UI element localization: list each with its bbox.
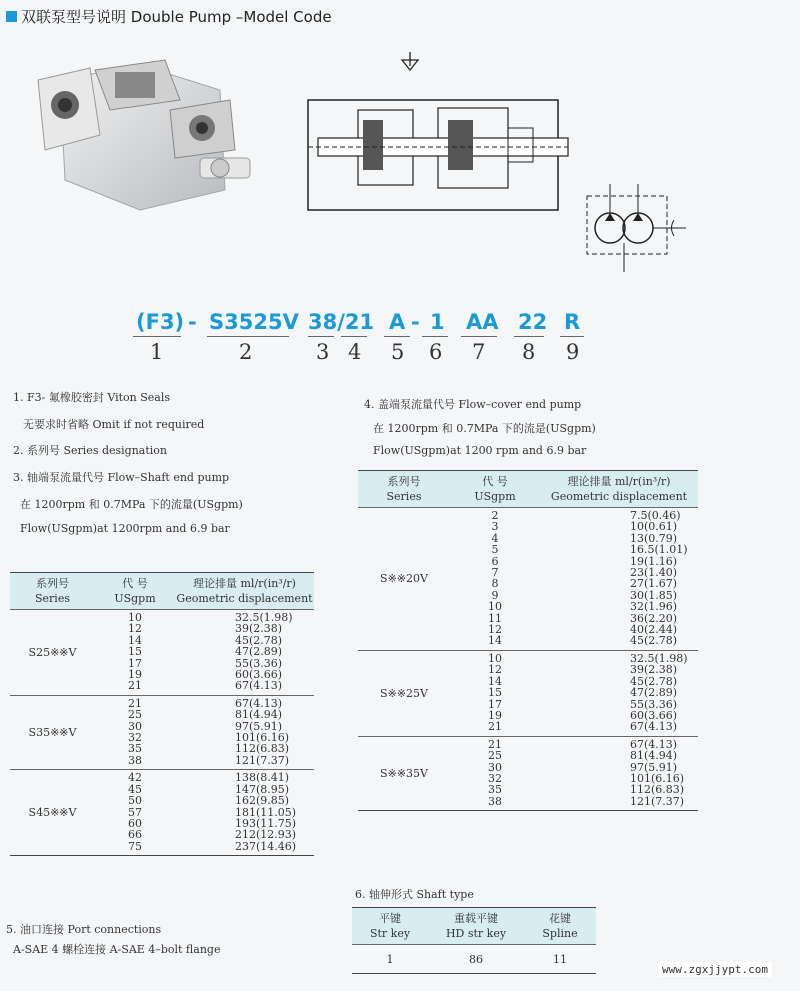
series-cell: S25※※V <box>10 610 95 696</box>
spline-value: 11 <box>524 945 596 974</box>
table-header-row <box>10 573 314 610</box>
codes-cell: 42 45 50 57 60 66 75 <box>95 770 175 856</box>
series-cell: S※※35V <box>358 736 450 810</box>
pump-cross-section <box>298 48 578 218</box>
series-cell: S※※25V <box>358 650 450 736</box>
header-str-key-cn: 平键 <box>379 912 401 925</box>
header-code <box>95 573 175 610</box>
table-row <box>10 695 314 769</box>
code-number-3: 3 <box>316 340 330 364</box>
header-code-en: USgpm <box>114 592 156 605</box>
note-3: 3. 轴端泵流量代号 Flow–Shaft end pump <box>13 471 230 484</box>
code-underline-5 <box>384 336 410 337</box>
note-5-flange: A-SAE 4 螺栓连接 A-SAE 4–bolt flange <box>13 943 221 956</box>
disp-cell: 67(4.13) 81(4.94) 97(5.91) 101(6.16) 112(6.83) 121(7.37) <box>540 736 698 810</box>
header-spline-cn: 花键 <box>549 912 571 925</box>
table-row <box>358 650 698 736</box>
header-spline <box>524 908 596 945</box>
table-row <box>10 610 314 696</box>
code-number-9: 9 <box>566 340 580 364</box>
code-underline-9 <box>560 336 584 337</box>
disp-cell: 138(8.41) 147(8.95) 162(9.85) 181(11.05) 193(11.75) 212(12.93) 237(14.46) <box>175 770 314 856</box>
note-2: 2. 系列号 Series designation <box>13 444 168 457</box>
shaft-type-title: 6. 轴伸形式 Shaft type <box>355 888 474 901</box>
disp-cell: 32.5(1.98) 39(2.38) 45(2.78) 47(2.89) 55(3.36) 60(3.66) 67(4.13) <box>175 610 314 696</box>
table-header-row <box>358 471 698 508</box>
table-row <box>352 945 596 974</box>
header-code-en: USgpm <box>474 490 516 503</box>
codes-cell: 2 3 4 5 6 7 8 9 10 11 12 14 <box>450 508 540 651</box>
header-code-cn: 代 号 <box>122 577 148 590</box>
header-marker <box>6 11 17 22</box>
series-cell: S※※20V <box>358 508 450 651</box>
hydraulic-symbol <box>582 176 692 276</box>
note-4-en: Flow(USgpm)at 1200 rpm and 6.9 bar <box>373 444 587 457</box>
code-underline-4 <box>341 336 367 337</box>
header-str-key-en: Str key <box>369 927 411 940</box>
header-disp-en: Geometric displacement <box>176 592 313 605</box>
header-series-en: Series <box>35 592 70 605</box>
header-hd-str-key-cn: 重载平键 <box>454 912 498 925</box>
note-4: 4. 盖端泵流量代号 Flow–cover end pump <box>364 398 582 411</box>
code-number-1: 1 <box>150 340 164 364</box>
code-number-6: 6 <box>429 340 443 364</box>
header-spline-en: Spline <box>542 927 578 940</box>
code-part-8: 22 <box>518 310 548 334</box>
table-header-row <box>352 908 596 945</box>
codes-cell: 10 12 14 15 17 19 21 <box>95 610 175 696</box>
header-hd-str-key <box>428 908 524 945</box>
table-row <box>10 770 314 856</box>
codes-cell: 21 25 30 32 35 38 <box>95 695 175 769</box>
header-disp <box>175 573 314 610</box>
header-disp-en: Geometric displacement <box>550 490 688 503</box>
header-disp <box>540 471 698 508</box>
note-1-omit: 无要求时省略 Omit if not required <box>23 418 205 431</box>
header-series <box>358 471 450 508</box>
header-disp-cn: 理论排量 ml/r(in³/r) <box>193 577 296 590</box>
code-part-series: S3525V <box>209 310 299 334</box>
header-code <box>450 471 540 508</box>
code-dash-1: - <box>188 310 197 334</box>
table-row <box>358 736 698 810</box>
code-number-5: 5 <box>391 340 405 364</box>
page-title: 双联泵型号说明 Double Pump –Model Code <box>21 8 332 26</box>
code-part-port: A <box>389 310 406 334</box>
table-row <box>358 508 698 651</box>
disp-cell: 67(4.13) 81(4.94) 97(5.91) 101(6.16) 112(6.83) 121(7.37) <box>175 695 314 769</box>
pump-photo <box>20 40 260 240</box>
header-str-key <box>352 908 428 945</box>
code-part-7: AA <box>466 310 499 334</box>
code-dash-2: - <box>411 310 420 334</box>
code-number-7: 7 <box>472 340 486 364</box>
code-number-8: 8 <box>522 340 536 364</box>
header-series-cn: 系列号 <box>36 577 69 590</box>
header-hd-str-key-en: HD str key <box>445 927 507 940</box>
note-5: 5. 油口连接 Port connections <box>6 923 162 936</box>
header-series <box>10 573 95 610</box>
code-underline-6 <box>422 336 448 337</box>
code-underline-2 <box>207 336 289 337</box>
note-4-cn: 在 1200rpm 和 0.7MPa 下的流是(USgpm) <box>373 422 596 435</box>
series-cell: S35※※V <box>10 695 95 769</box>
disp-cell: 32.5(1.98) 39(2.38) 45(2.78) 47(2.89) 55(3.36) 60(3.66) 67(4.13) <box>540 650 698 736</box>
code-part-6: 1 <box>430 310 445 334</box>
cover-end-flow-table <box>358 470 698 811</box>
shaft-end-flow-table <box>10 572 314 856</box>
header-series-cn: 系列号 <box>387 475 421 488</box>
code-underline-1 <box>133 336 181 337</box>
hd-str-key-value: 86 <box>428 945 524 974</box>
code-number-4: 4 <box>348 340 362 364</box>
code-underline-3 <box>308 336 334 337</box>
code-part-flow: 38/21 <box>308 310 375 334</box>
code-part-f3: (F3) <box>136 310 185 334</box>
code-part-9: R <box>564 310 581 334</box>
code-underline-7 <box>461 336 497 337</box>
note-3-cn: 在 1200rpm 和 0.7MPa 下的流量(USgpm) <box>20 498 243 511</box>
note-1: 1. F3- 氟橡胶密封 Viton Seals <box>13 391 170 404</box>
disp-cell: 7.5(0.46) 10(0.61) 13(0.79) 16.5(1.01) 19(1.16) 23(1.40) 27(1.67) 30(1.85) 32(1.96) 36(2.20) 40(2.44) 45(2.78) <box>540 508 698 651</box>
watermark: www.zgxjjypt.com <box>658 962 772 977</box>
shaft-type-table <box>352 907 596 974</box>
header-series-en: Series <box>386 490 422 503</box>
header-code-cn: 代 号 <box>482 475 508 488</box>
note-3-en: Flow(USgpm)at 1200rpm and 6.9 bar <box>20 522 230 535</box>
series-cell: S45※※V <box>10 770 95 856</box>
codes-cell: 10 12 14 15 17 19 21 <box>450 650 540 736</box>
str-key-value: 1 <box>352 945 428 974</box>
code-number-2: 2 <box>239 340 253 364</box>
header-disp-cn: 理论排量 ml/r(in³/r) <box>567 475 671 488</box>
code-underline-8 <box>514 336 544 337</box>
codes-cell: 21 25 30 32 35 38 <box>450 736 540 810</box>
